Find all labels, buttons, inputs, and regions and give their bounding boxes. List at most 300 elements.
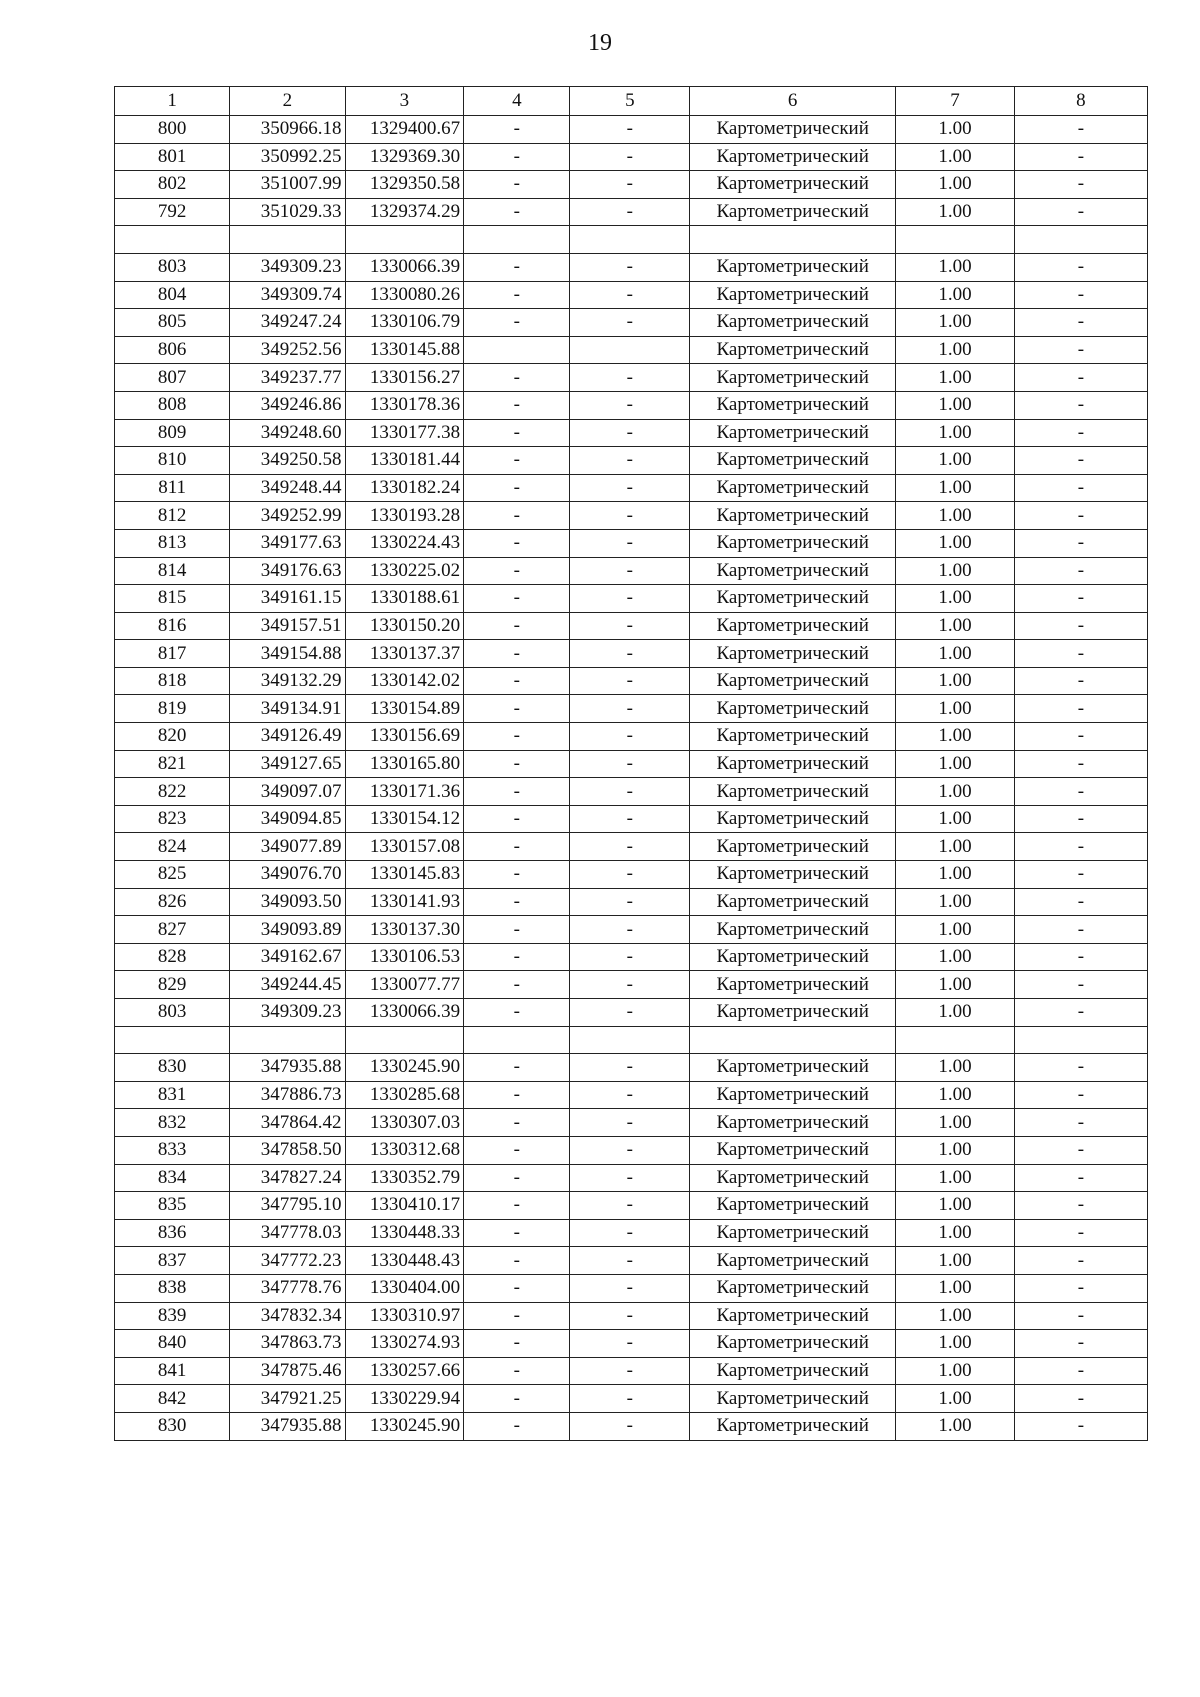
- col5-cell: -: [570, 723, 690, 751]
- point-number-cell: [115, 226, 230, 254]
- point-number-cell: 821: [115, 750, 230, 778]
- table-row: [115, 1109, 1148, 1137]
- x-coordinate-cell: 349157.51: [230, 612, 345, 640]
- precision-cell: 1.00: [896, 474, 1015, 502]
- method-cell: Картометрический: [690, 309, 896, 337]
- table-row: [115, 971, 1148, 999]
- point-number-cell: 829: [115, 971, 230, 999]
- precision-cell: 1.00: [896, 1136, 1015, 1164]
- x-coordinate-cell: 349252.99: [230, 502, 345, 530]
- col5-cell: -: [570, 1412, 690, 1440]
- col5-cell: -: [570, 861, 690, 889]
- point-number-cell: 811: [115, 474, 230, 502]
- method-cell: Картометрический: [690, 557, 896, 585]
- x-coordinate-cell: 349250.58: [230, 447, 345, 475]
- col5-cell: -: [570, 778, 690, 806]
- point-number-cell: 840: [115, 1330, 230, 1358]
- table-row: [115, 640, 1148, 668]
- y-coordinate-cell: 1329374.29: [345, 198, 464, 226]
- y-coordinate-cell: 1330106.53: [345, 943, 464, 971]
- point-number-cell: 836: [115, 1219, 230, 1247]
- col4-cell: -: [464, 1412, 570, 1440]
- x-coordinate-cell: 347863.73: [230, 1330, 345, 1358]
- method-cell: Картометрический: [690, 805, 896, 833]
- point-number-cell: 827: [115, 916, 230, 944]
- method-cell: Картометрический: [690, 529, 896, 557]
- x-coordinate-cell: 349127.65: [230, 750, 345, 778]
- table-row: [115, 171, 1148, 199]
- col8-cell: -: [1014, 1164, 1147, 1192]
- precision-cell: 1.00: [896, 1274, 1015, 1302]
- method-cell: Картометрический: [690, 1081, 896, 1109]
- point-number-cell: 814: [115, 557, 230, 585]
- point-number-cell: 817: [115, 640, 230, 668]
- x-coordinate-cell: 347935.88: [230, 1412, 345, 1440]
- table-row: [115, 502, 1148, 530]
- x-coordinate-cell: 349248.60: [230, 419, 345, 447]
- x-coordinate-cell: 350992.25: [230, 143, 345, 171]
- x-coordinate-cell: 349309.74: [230, 281, 345, 309]
- col8-cell: -: [1014, 1219, 1147, 1247]
- point-number-cell: 803: [115, 253, 230, 281]
- table-row: [115, 198, 1148, 226]
- x-coordinate-cell: 349161.15: [230, 585, 345, 613]
- col4-cell: -: [464, 1330, 570, 1358]
- method-cell: Картометрический: [690, 1192, 896, 1220]
- method-cell: Картометрический: [690, 1136, 896, 1164]
- col5-cell: [570, 336, 690, 364]
- x-coordinate-cell: 349077.89: [230, 833, 345, 861]
- point-number-cell: 807: [115, 364, 230, 392]
- y-coordinate-cell: 1330165.80: [345, 750, 464, 778]
- point-number-cell: 820: [115, 723, 230, 751]
- col4-cell: -: [464, 143, 570, 171]
- precision-cell: 1.00: [896, 419, 1015, 447]
- table-row: [115, 309, 1148, 337]
- col5-cell: -: [570, 1385, 690, 1413]
- y-coordinate-cell: 1330257.66: [345, 1357, 464, 1385]
- col8-cell: -: [1014, 1302, 1147, 1330]
- x-coordinate-cell: 349309.23: [230, 999, 345, 1027]
- col4-cell: -: [464, 916, 570, 944]
- point-number-cell: 841: [115, 1357, 230, 1385]
- col4-cell: -: [464, 502, 570, 530]
- point-number-cell: 835: [115, 1192, 230, 1220]
- point-number-cell: 809: [115, 419, 230, 447]
- method-cell: Картометрический: [690, 916, 896, 944]
- col5-cell: -: [570, 833, 690, 861]
- y-coordinate-cell: 1329369.30: [345, 143, 464, 171]
- method-cell: [690, 226, 896, 254]
- point-number-cell: 828: [115, 943, 230, 971]
- method-cell: Картометрический: [690, 364, 896, 392]
- col8-cell: -: [1014, 971, 1147, 999]
- point-number-cell: [115, 1026, 230, 1054]
- precision-cell: 1.00: [896, 1385, 1015, 1413]
- col5-cell: -: [570, 943, 690, 971]
- col8-cell: -: [1014, 1330, 1147, 1358]
- col8-cell: -: [1014, 364, 1147, 392]
- table-row: [115, 226, 1148, 254]
- precision-cell: 1.00: [896, 336, 1015, 364]
- y-coordinate-cell: 1330156.69: [345, 723, 464, 751]
- point-number-cell: 837: [115, 1247, 230, 1275]
- precision-cell: 1.00: [896, 391, 1015, 419]
- method-cell: Картометрический: [690, 143, 896, 171]
- col5-cell: [570, 226, 690, 254]
- y-coordinate-cell: 1330229.94: [345, 1385, 464, 1413]
- page-number: 19: [588, 30, 612, 56]
- precision-cell: 1.00: [896, 1219, 1015, 1247]
- precision-cell: 1.00: [896, 1330, 1015, 1358]
- precision-cell: 1.00: [896, 1357, 1015, 1385]
- col5-cell: -: [570, 447, 690, 475]
- table-row: [115, 253, 1148, 281]
- col4-cell: -: [464, 1274, 570, 1302]
- precision-cell: 1.00: [896, 1109, 1015, 1137]
- method-cell: Картометрический: [690, 999, 896, 1027]
- method-cell: Картометрический: [690, 750, 896, 778]
- precision-cell: 1.00: [896, 971, 1015, 999]
- table-row: [115, 585, 1148, 613]
- point-number-cell: 792: [115, 198, 230, 226]
- col5-cell: -: [570, 1054, 690, 1082]
- y-coordinate-cell: 1330106.79: [345, 309, 464, 337]
- table-header-row: [115, 87, 1148, 116]
- method-cell: Картометрический: [690, 253, 896, 281]
- method-cell: Картометрический: [690, 1302, 896, 1330]
- point-number-cell: 825: [115, 861, 230, 889]
- col5-cell: -: [570, 198, 690, 226]
- col8-cell: -: [1014, 1385, 1147, 1413]
- table-row: [115, 1330, 1148, 1358]
- col5-cell: -: [570, 364, 690, 392]
- method-cell: Картометрический: [690, 667, 896, 695]
- method-cell: Картометрический: [690, 502, 896, 530]
- table-row: [115, 723, 1148, 751]
- table-row: [115, 447, 1148, 475]
- col5-cell: -: [570, 750, 690, 778]
- table-row: [115, 474, 1148, 502]
- x-coordinate-cell: 347921.25: [230, 1385, 345, 1413]
- precision-cell: [896, 226, 1015, 254]
- precision-cell: 1.00: [896, 943, 1015, 971]
- col8-cell: -: [1014, 916, 1147, 944]
- method-cell: Картометрический: [690, 888, 896, 916]
- y-coordinate-cell: 1330307.03: [345, 1109, 464, 1137]
- x-coordinate-cell: 349097.07: [230, 778, 345, 806]
- col5-cell: -: [570, 1081, 690, 1109]
- col8-cell: -: [1014, 419, 1147, 447]
- point-number-cell: 802: [115, 171, 230, 199]
- col4-cell: -: [464, 557, 570, 585]
- method-cell: Картометрический: [690, 1054, 896, 1082]
- col8-cell: -: [1014, 447, 1147, 475]
- x-coordinate-cell: 349076.70: [230, 861, 345, 889]
- x-coordinate-cell: 349248.44: [230, 474, 345, 502]
- point-number-cell: 832: [115, 1109, 230, 1137]
- precision-cell: 1.00: [896, 999, 1015, 1027]
- precision-cell: 1.00: [896, 1164, 1015, 1192]
- column-header: 4: [464, 87, 570, 116]
- precision-cell: 1.00: [896, 253, 1015, 281]
- method-cell: Картометрический: [690, 1412, 896, 1440]
- col5-cell: -: [570, 999, 690, 1027]
- precision-cell: 1.00: [896, 1054, 1015, 1082]
- precision-cell: 1.00: [896, 667, 1015, 695]
- table-row: [115, 1385, 1148, 1413]
- y-coordinate-cell: 1330150.20: [345, 612, 464, 640]
- col8-cell: -: [1014, 1247, 1147, 1275]
- y-coordinate-cell: 1330154.12: [345, 805, 464, 833]
- method-cell: Картометрический: [690, 198, 896, 226]
- col8-cell: -: [1014, 1412, 1147, 1440]
- col4-cell: -: [464, 1081, 570, 1109]
- x-coordinate-cell: 349154.88: [230, 640, 345, 668]
- x-coordinate-cell: 349252.56: [230, 336, 345, 364]
- precision-cell: 1.00: [896, 309, 1015, 337]
- table-row: [115, 419, 1148, 447]
- col8-cell: -: [1014, 999, 1147, 1027]
- col4-cell: -: [464, 116, 570, 144]
- col5-cell: -: [570, 309, 690, 337]
- point-number-cell: 834: [115, 1164, 230, 1192]
- table-row: [115, 1412, 1148, 1440]
- col5-cell: -: [570, 916, 690, 944]
- method-cell: Картометрический: [690, 861, 896, 889]
- col8-cell: -: [1014, 557, 1147, 585]
- point-number-cell: 818: [115, 667, 230, 695]
- precision-cell: 1.00: [896, 805, 1015, 833]
- col4-cell: -: [464, 1385, 570, 1413]
- col8-cell: -: [1014, 502, 1147, 530]
- point-number-cell: 819: [115, 695, 230, 723]
- column-header: 2: [230, 87, 345, 116]
- table-row: [115, 612, 1148, 640]
- point-number-cell: 810: [115, 447, 230, 475]
- point-number-cell: 823: [115, 805, 230, 833]
- precision-cell: 1.00: [896, 916, 1015, 944]
- precision-cell: 1.00: [896, 723, 1015, 751]
- col5-cell: -: [570, 474, 690, 502]
- col4-cell: -: [464, 833, 570, 861]
- point-number-cell: 801: [115, 143, 230, 171]
- table-row: [115, 916, 1148, 944]
- col8-cell: [1014, 226, 1147, 254]
- precision-cell: 1.00: [896, 695, 1015, 723]
- precision-cell: 1.00: [896, 833, 1015, 861]
- precision-cell: [896, 1026, 1015, 1054]
- y-coordinate-cell: 1330145.83: [345, 861, 464, 889]
- table-row: [115, 1219, 1148, 1247]
- col4-cell: -: [464, 1054, 570, 1082]
- y-coordinate-cell: 1330080.26: [345, 281, 464, 309]
- column-header: 8: [1014, 87, 1147, 116]
- method-cell: Картометрический: [690, 1164, 896, 1192]
- y-coordinate-cell: 1330448.43: [345, 1247, 464, 1275]
- col8-cell: -: [1014, 750, 1147, 778]
- y-coordinate-cell: 1330274.93: [345, 1330, 464, 1358]
- col5-cell: -: [570, 391, 690, 419]
- col5-cell: -: [570, 281, 690, 309]
- col8-cell: -: [1014, 171, 1147, 199]
- x-coordinate-cell: 347864.42: [230, 1109, 345, 1137]
- col8-cell: -: [1014, 1274, 1147, 1302]
- col4-cell: -: [464, 364, 570, 392]
- column-header: 7: [896, 87, 1015, 116]
- x-coordinate-cell: 347886.73: [230, 1081, 345, 1109]
- y-coordinate-cell: 1330171.36: [345, 778, 464, 806]
- method-cell: Картометрический: [690, 447, 896, 475]
- point-number-cell: 805: [115, 309, 230, 337]
- col4-cell: -: [464, 971, 570, 999]
- table-row: [115, 1026, 1148, 1054]
- col4-cell: -: [464, 1302, 570, 1330]
- method-cell: Картометрический: [690, 281, 896, 309]
- method-cell: Картометрический: [690, 116, 896, 144]
- y-coordinate-cell: 1330410.17: [345, 1192, 464, 1220]
- col4-cell: -: [464, 861, 570, 889]
- point-number-cell: 830: [115, 1412, 230, 1440]
- precision-cell: 1.00: [896, 1302, 1015, 1330]
- table-row: [115, 557, 1148, 585]
- method-cell: Картометрический: [690, 419, 896, 447]
- col5-cell: -: [570, 695, 690, 723]
- method-cell: Картометрический: [690, 1385, 896, 1413]
- table-row: [115, 805, 1148, 833]
- table-row: [115, 1054, 1148, 1082]
- table-row: [115, 529, 1148, 557]
- col5-cell: -: [570, 502, 690, 530]
- x-coordinate-cell: 349309.23: [230, 253, 345, 281]
- table-row: [115, 143, 1148, 171]
- col8-cell: -: [1014, 281, 1147, 309]
- col4-cell: -: [464, 943, 570, 971]
- y-coordinate-cell: [345, 1026, 464, 1054]
- x-coordinate-cell: 349247.24: [230, 309, 345, 337]
- col8-cell: -: [1014, 309, 1147, 337]
- method-cell: Картометрический: [690, 474, 896, 502]
- point-number-cell: 815: [115, 585, 230, 613]
- col8-cell: [1014, 1026, 1147, 1054]
- method-cell: Картометрический: [690, 778, 896, 806]
- method-cell: Картометрический: [690, 1247, 896, 1275]
- col5-cell: -: [570, 888, 690, 916]
- x-coordinate-cell: 347772.23: [230, 1247, 345, 1275]
- point-number-cell: 830: [115, 1054, 230, 1082]
- col4-cell: -: [464, 750, 570, 778]
- x-coordinate-cell: 347935.88: [230, 1054, 345, 1082]
- col5-cell: -: [570, 1247, 690, 1275]
- col4-cell: -: [464, 1109, 570, 1137]
- method-cell: Картометрический: [690, 1219, 896, 1247]
- col8-cell: -: [1014, 391, 1147, 419]
- col5-cell: -: [570, 1302, 690, 1330]
- col4-cell: -: [464, 723, 570, 751]
- col4-cell: -: [464, 281, 570, 309]
- col5-cell: -: [570, 971, 690, 999]
- point-number-cell: 822: [115, 778, 230, 806]
- y-coordinate-cell: 1330448.33: [345, 1219, 464, 1247]
- col8-cell: -: [1014, 198, 1147, 226]
- point-number-cell: 808: [115, 391, 230, 419]
- col4-cell: -: [464, 1247, 570, 1275]
- y-coordinate-cell: 1330245.90: [345, 1412, 464, 1440]
- precision-cell: 1.00: [896, 364, 1015, 392]
- col8-cell: -: [1014, 723, 1147, 751]
- col4-cell: -: [464, 1357, 570, 1385]
- col5-cell: -: [570, 171, 690, 199]
- y-coordinate-cell: 1330142.02: [345, 667, 464, 695]
- col5-cell: -: [570, 557, 690, 585]
- col8-cell: -: [1014, 667, 1147, 695]
- col4-cell: -: [464, 309, 570, 337]
- col8-cell: -: [1014, 1357, 1147, 1385]
- col8-cell: -: [1014, 1081, 1147, 1109]
- col5-cell: -: [570, 585, 690, 613]
- col5-cell: -: [570, 612, 690, 640]
- y-coordinate-cell: 1330066.39: [345, 253, 464, 281]
- column-header: 5: [570, 87, 690, 116]
- precision-cell: 1.00: [896, 557, 1015, 585]
- col4-cell: [464, 226, 570, 254]
- col8-cell: -: [1014, 778, 1147, 806]
- precision-cell: 1.00: [896, 640, 1015, 668]
- col8-cell: -: [1014, 861, 1147, 889]
- col4-cell: -: [464, 529, 570, 557]
- x-coordinate-cell: 347827.24: [230, 1164, 345, 1192]
- x-coordinate-cell: 349132.29: [230, 667, 345, 695]
- x-coordinate-cell: 349246.86: [230, 391, 345, 419]
- column-header: 6: [690, 87, 896, 116]
- col4-cell: -: [464, 1164, 570, 1192]
- table-row: [115, 1274, 1148, 1302]
- y-coordinate-cell: 1330178.36: [345, 391, 464, 419]
- table-row: [115, 861, 1148, 889]
- y-coordinate-cell: 1330181.44: [345, 447, 464, 475]
- y-coordinate-cell: 1329400.67: [345, 116, 464, 144]
- col8-cell: -: [1014, 695, 1147, 723]
- precision-cell: 1.00: [896, 1192, 1015, 1220]
- method-cell: Картометрический: [690, 1274, 896, 1302]
- col4-cell: -: [464, 695, 570, 723]
- point-number-cell: 813: [115, 529, 230, 557]
- column-header: 1: [115, 87, 230, 116]
- precision-cell: 1.00: [896, 750, 1015, 778]
- x-coordinate-cell: 349244.45: [230, 971, 345, 999]
- method-cell: Картометрический: [690, 971, 896, 999]
- x-coordinate-cell: 351029.33: [230, 198, 345, 226]
- col5-cell: -: [570, 143, 690, 171]
- col5-cell: -: [570, 1219, 690, 1247]
- col4-cell: -: [464, 171, 570, 199]
- table-row: [115, 1192, 1148, 1220]
- table-row: [115, 1136, 1148, 1164]
- x-coordinate-cell: 349093.89: [230, 916, 345, 944]
- point-number-cell: 800: [115, 116, 230, 144]
- precision-cell: 1.00: [896, 612, 1015, 640]
- col4-cell: -: [464, 805, 570, 833]
- col5-cell: -: [570, 1330, 690, 1358]
- col4-cell: -: [464, 999, 570, 1027]
- col5-cell: -: [570, 667, 690, 695]
- y-coordinate-cell: 1330352.79: [345, 1164, 464, 1192]
- col4-cell: -: [464, 391, 570, 419]
- col8-cell: -: [1014, 1054, 1147, 1082]
- table-row: [115, 778, 1148, 806]
- table-row: [115, 1164, 1148, 1192]
- method-cell: Картометрический: [690, 943, 896, 971]
